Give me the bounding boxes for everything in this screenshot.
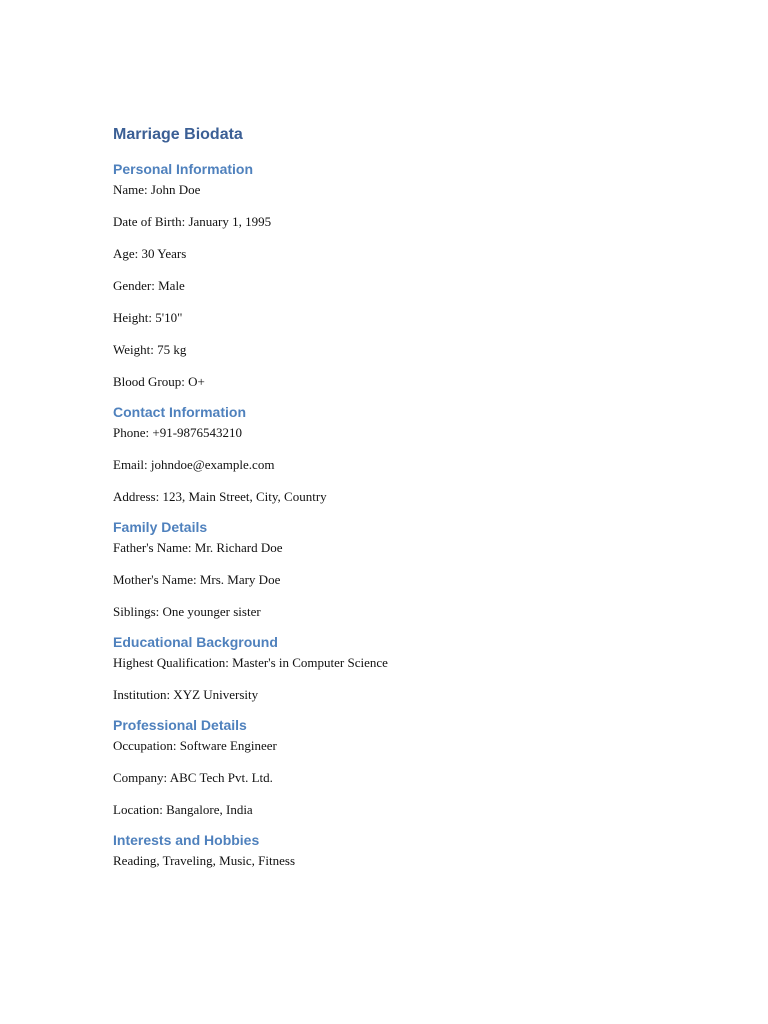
field-height: Height: 5'10" [113,310,183,325]
field-highest-qualification: Highest Qualification: Master's in Computer Science [113,655,388,670]
field-occupation: Occupation: Software Engineer [113,738,277,753]
field-email: Email: johndoe@example.com [113,457,275,472]
field-gender: Gender: Male [113,278,185,293]
section-heading: Educational Background [113,634,278,650]
field-name: Name: John Doe [113,182,201,197]
section-heading: Family Details [113,519,208,535]
section-heading: Contact Information [113,404,246,420]
section-personal-information [113,160,673,390]
field-fathers-name: Father's Name: Mr. Richard Doe [113,540,283,555]
document-title: Marriage Biodata [113,126,243,143]
section-family-details [113,518,673,620]
field-blood-group: Blood Group: O+ [113,374,205,389]
field-address: Address: 123, Main Street, City, Country [113,489,327,504]
section-heading: Personal Information [113,161,254,177]
field-mothers-name: Mother's Name: Mrs. Mary Doe [113,572,281,587]
field-siblings: Siblings: One younger sister [113,604,261,619]
section-educational-background [113,633,673,703]
field-interests: Reading, Traveling, Music, Fitness [113,853,296,868]
field-date-of-birth: Date of Birth: January 1, 1995 [113,214,272,229]
document-body [113,124,673,882]
field-company: Company: ABC Tech Pvt. Ltd. [113,770,273,785]
section-heading: Interests and Hobbies [113,832,260,848]
section-heading: Professional Details [113,717,247,733]
section-professional-details [113,716,673,818]
field-location: Location: Bangalore, India [113,802,253,817]
section-interests-and-hobbies [113,831,673,869]
field-institution: Institution: XYZ University [113,687,259,702]
field-weight: Weight: 75 kg [113,342,187,357]
field-phone: Phone: +91-9876543210 [113,425,243,440]
field-age: Age: 30 Years [113,246,187,261]
section-contact-information [113,403,673,505]
